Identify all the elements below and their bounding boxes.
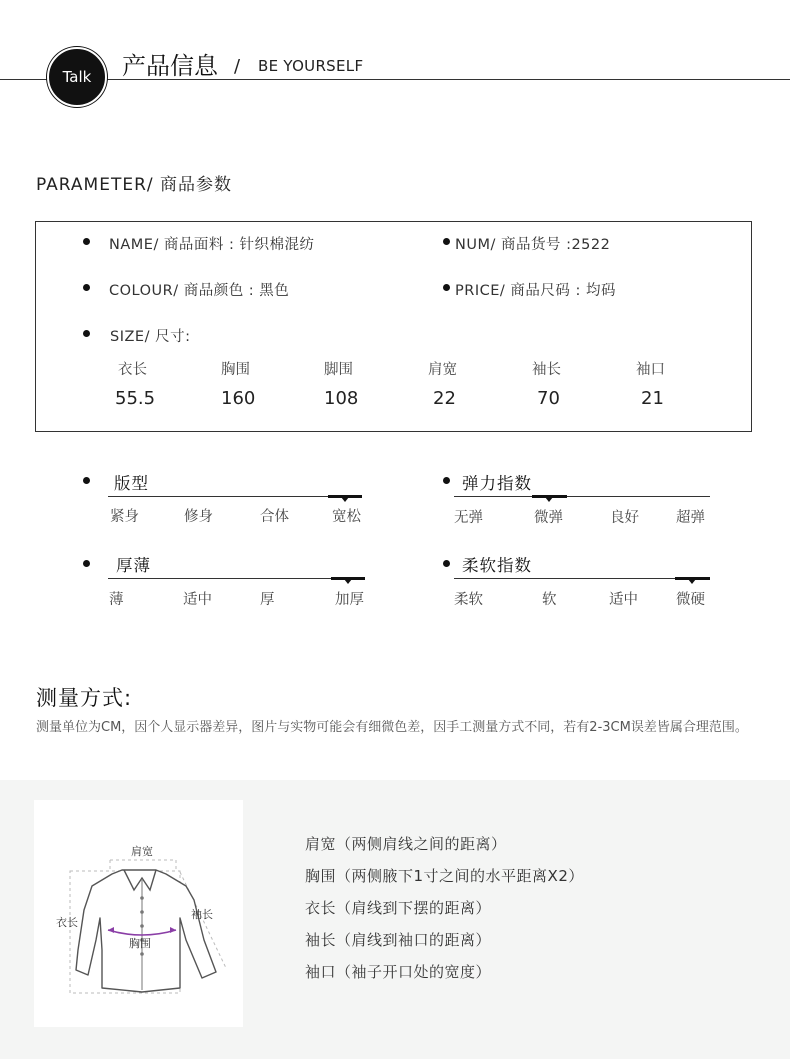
softness-scale-line — [454, 578, 710, 579]
diagram-label-shoulder: 肩宽 — [131, 845, 153, 858]
fit-scale-line — [108, 496, 362, 497]
thickness-scale-line — [108, 578, 365, 579]
bullet-dot — [83, 330, 90, 337]
diagram-label-sleeve: 袖长 — [191, 908, 213, 921]
bullet-dot — [83, 560, 90, 567]
elasticity-option-selected: 微弹 — [534, 510, 563, 526]
softness-option: 柔软 — [454, 592, 483, 608]
talk-label: Talk — [62, 68, 92, 86]
diagram-label-chest: 胸围 — [129, 937, 151, 950]
bullet-dot — [83, 238, 90, 245]
measure-description: 测量单位为CM，因个人显示器差异，图片与实物可能会有细微色差，因手工测量方式不同，若有2-3CM误差皆属合理范围。 — [36, 720, 748, 735]
bullet-dot — [443, 284, 450, 291]
definition-item: 肩宽（两侧肩线之间的距离） — [305, 835, 507, 853]
param-num: NUM/ 商品货号 :2522 — [455, 237, 611, 253]
elasticity-option: 无弹 — [454, 510, 483, 526]
softness-option-selected: 微硬 — [676, 592, 705, 608]
size-value: 22 — [433, 388, 456, 409]
header-divider — [0, 79, 790, 80]
softness-title: 柔软指数 — [462, 556, 532, 575]
size-value: 55.5 — [115, 388, 156, 409]
measure-title: 测量方式: — [36, 686, 133, 710]
thickness-option-selected: 加厚 — [335, 592, 364, 608]
shirt-diagram-icon — [34, 800, 243, 1027]
softness-option: 软 — [542, 592, 557, 608]
bullet-dot — [443, 477, 450, 484]
diagram-label-length: 衣长 — [56, 916, 78, 929]
param-colour: COLOUR/ 商品颜色 : 黑色 — [109, 283, 290, 299]
softness-marker-pointer — [688, 579, 696, 584]
page-subtitle: BE YOURSELF — [258, 57, 364, 75]
size-label: 衣长 — [118, 362, 147, 378]
elasticity-title: 弹力指数 — [462, 474, 532, 493]
elasticity-option: 超弹 — [676, 510, 705, 526]
parameter-title: PARAMETER/ 商品参数 — [36, 175, 233, 195]
page-title: 产品信息 — [122, 52, 218, 80]
size-title: SIZE/ 尺寸: — [110, 329, 191, 345]
title-slash: / — [234, 56, 241, 77]
size-label: 袖长 — [532, 362, 561, 378]
definition-item: 胸围（两侧腋下1寸之间的水平距离X2） — [305, 867, 584, 885]
fit-option: 合体 — [260, 509, 289, 525]
fit-option: 紧身 — [110, 509, 139, 525]
thickness-title: 厚薄 — [116, 556, 151, 575]
size-value: 160 — [221, 388, 256, 409]
thickness-option: 厚 — [260, 592, 275, 608]
bullet-dot — [83, 284, 90, 291]
fit-marker-pointer — [341, 497, 349, 502]
definition-item: 衣长（肩线到下摆的距离） — [305, 899, 492, 917]
size-value: 70 — [537, 388, 560, 409]
elasticity-option: 良好 — [610, 510, 639, 526]
size-value: 21 — [641, 388, 664, 409]
size-label: 胸围 — [221, 362, 250, 378]
definition-item: 袖长（肩线到袖口的距离） — [305, 931, 492, 949]
size-label: 脚围 — [324, 362, 353, 378]
elasticity-scale-line — [454, 496, 710, 497]
size-value: 108 — [324, 388, 359, 409]
shirt-diagram-card — [34, 800, 243, 1027]
fit-title: 版型 — [114, 474, 149, 493]
bullet-dot — [443, 560, 450, 567]
size-label: 袖口 — [636, 362, 665, 378]
fit-option: 修身 — [184, 509, 213, 525]
param-price: PRICE/ 商品尺码 : 均码 — [455, 283, 616, 299]
thickness-marker-pointer — [344, 579, 352, 584]
bullet-dot — [83, 477, 90, 484]
definition-item: 袖口（袖子开口处的宽度） — [305, 963, 492, 981]
bullet-dot — [443, 238, 450, 245]
elasticity-marker-pointer — [545, 497, 553, 502]
thickness-option: 适中 — [183, 592, 212, 608]
thickness-option: 薄 — [109, 592, 124, 608]
fit-option-selected: 宽松 — [332, 509, 361, 525]
param-name: NAME/ 商品面料 : 针织棉混纺 — [109, 237, 315, 253]
size-label: 肩宽 — [428, 362, 457, 378]
talk-badge — [47, 47, 107, 107]
softness-option: 适中 — [609, 592, 638, 608]
